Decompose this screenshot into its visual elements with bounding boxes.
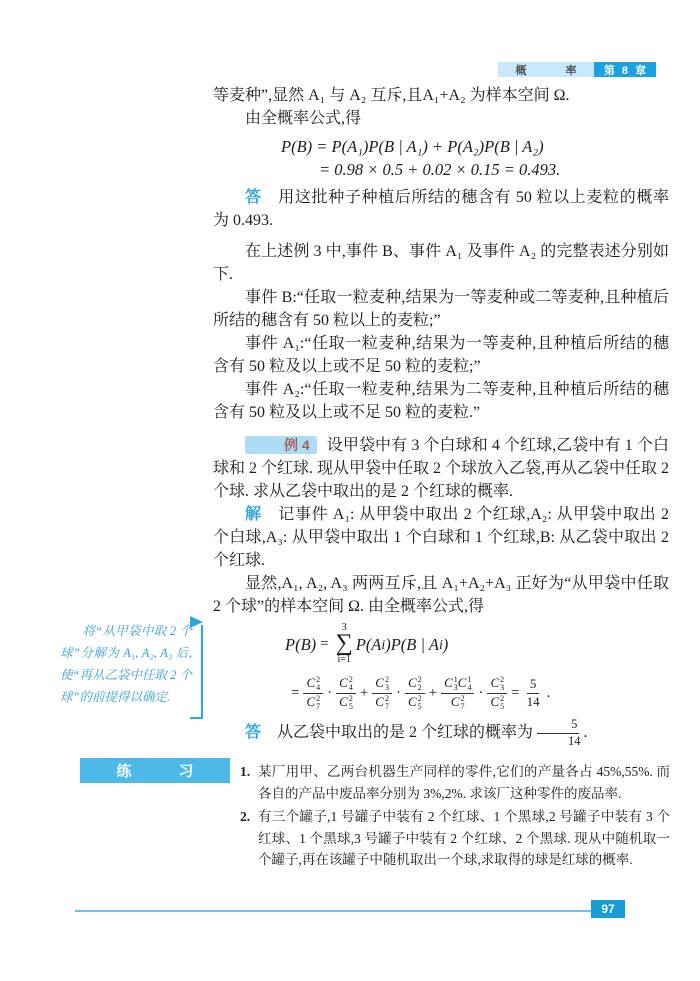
combination-symbol xyxy=(375,695,389,711)
combination-symbol xyxy=(408,695,422,711)
combination-symbol xyxy=(490,676,504,692)
combination-group xyxy=(451,695,465,711)
superscript: 2 xyxy=(316,693,321,703)
combination-group xyxy=(339,676,353,692)
subscript: 7 xyxy=(384,701,389,711)
combination-group xyxy=(490,676,504,692)
subscript: 4 xyxy=(348,682,353,692)
formula-expansion xyxy=(287,674,669,712)
equals-sign: = xyxy=(320,635,329,652)
fraction-denominator xyxy=(336,694,356,711)
subscript: 4 xyxy=(316,682,321,692)
solution-text: 记事件 A₁: 从甲袋中取出 2 个红球,A₂: 从甲袋中取出 2 个白球,A₃: 从甲袋中取出 1 个白球和 1 个红球,B: 从乙袋中取出 2 个红球. xyxy=(213,506,669,569)
superscript: 2 xyxy=(316,674,321,684)
operator: · xyxy=(327,684,333,701)
fraction-numerator xyxy=(441,676,474,694)
combination-letter: C xyxy=(339,675,348,691)
formula-line-1: P(B) = P(A₁)P(B | A₁) + P(A₂)P(B | A₂) xyxy=(281,137,544,156)
fraction-numerator xyxy=(336,676,356,694)
period: . xyxy=(546,684,551,701)
fraction-numerator xyxy=(372,676,392,694)
combination-symbol xyxy=(408,676,422,692)
answer-label: 答 xyxy=(245,723,262,741)
combination-letter: C xyxy=(450,694,460,710)
combination-group xyxy=(306,695,320,711)
exercise-item-2 xyxy=(240,806,670,871)
fraction xyxy=(303,676,323,711)
combination-letter: C xyxy=(339,694,348,710)
operator: = xyxy=(511,684,520,701)
combination-indices xyxy=(461,695,465,711)
paragraph-example3-events: 在上述例 3 中,事件 B、事件 A₁ 及事件 A₂ 的完整表述分别如下. xyxy=(213,243,669,283)
combination-letter: C xyxy=(375,694,384,710)
fraction-denominator xyxy=(405,694,425,711)
example-4 xyxy=(213,434,669,503)
fraction xyxy=(372,676,392,711)
superscript: 1 xyxy=(467,674,472,684)
combination-group xyxy=(375,676,389,692)
combination-letter: C xyxy=(407,675,417,691)
margin-note-text: 将“从甲袋中取 2 个球”分解为 A₁, A₂, A₃ 后,使“再从乙袋中任取 2 个球”的前提得以确定. xyxy=(60,624,192,704)
fraction-denominator xyxy=(487,694,507,711)
combination-group xyxy=(490,695,504,711)
combination-letter: C xyxy=(490,675,500,691)
margin-note-flag-icon xyxy=(190,616,206,720)
main-text-column xyxy=(213,84,669,749)
math-number: 14 xyxy=(526,693,540,709)
superscript: 2 xyxy=(460,693,465,703)
chapter-header-badge xyxy=(498,62,656,77)
operator: + xyxy=(428,684,438,701)
sigma-lower-limit: i=1 xyxy=(337,653,351,665)
combination-symbol xyxy=(375,676,389,692)
fraction xyxy=(405,676,425,711)
superscript: 2 xyxy=(348,693,353,703)
combination-group xyxy=(527,695,540,710)
paragraph-mutually-exclusive: 显然,A₁, A₂, A₃ 两两互斥,且 A₁+A₂+A₃ 正好为“从甲袋中任取 2 个球”的样本空间 Ω. 由全概率公式,得 xyxy=(213,575,669,615)
combination-symbol xyxy=(458,676,472,692)
sigma-icon: ∑ xyxy=(335,630,353,657)
answer-2 xyxy=(213,718,669,749)
combination-symbol xyxy=(306,695,320,711)
answer-1-text: 用这批种子种植后所结的穗含有 50 粒以上麦粒的概率为 0.493. xyxy=(213,189,669,229)
answer-1 xyxy=(213,186,669,232)
fraction-numerator xyxy=(405,676,425,694)
sigma-with-limits xyxy=(336,623,353,665)
subscript: 3 xyxy=(384,682,389,692)
fraction-denominator xyxy=(448,694,468,711)
fraction-numerator xyxy=(527,677,540,694)
answer-label: 答 xyxy=(245,189,262,206)
subscript: 2 xyxy=(417,682,422,692)
combination-symbol xyxy=(444,676,458,692)
formula-total-probability xyxy=(281,135,669,181)
subscript: 5 xyxy=(348,701,353,711)
combination-symbol xyxy=(451,695,465,711)
fraction xyxy=(487,676,507,711)
superscript: 2 xyxy=(384,674,389,684)
fraction xyxy=(524,677,543,710)
combination-letter: C xyxy=(306,675,316,691)
fraction xyxy=(336,676,356,711)
operator: = xyxy=(291,684,300,701)
combination-letter: C xyxy=(444,675,453,691)
combination-symbol xyxy=(339,676,353,692)
combination-indices xyxy=(385,676,389,692)
margin-note xyxy=(60,620,192,708)
chapter-label: 第 8 章 xyxy=(594,62,656,77)
paragraph-by-formula: 由全概率公式,得 xyxy=(245,110,362,127)
combination-symbol xyxy=(339,695,353,711)
combination-letter: C xyxy=(457,675,467,691)
superscript: 2 xyxy=(384,693,389,703)
subscript: 5 xyxy=(417,701,422,711)
paragraph-continued: 等麦种”,显然 A₁ 与 A₂ 互斥,且A₁+A₂ 为样本空间 Ω. xyxy=(213,87,570,104)
combination-group xyxy=(408,676,422,692)
subscript: 3 xyxy=(453,682,458,692)
exercise-text: 有三个罐子,1 号罐子中装有 2 个红球、1 个黑球,2 号罐子中装有 3 个红球、1 个黑球,3 号罐子中装有 2 个红球、2 个黑球. 现从中随机取一个罐子,再在该罐子中随机取出一个球,求取得的球是红球的概率. xyxy=(258,809,670,867)
combination-letter: C xyxy=(306,694,316,710)
paragraph-event-B: 事件 B:“任取一粒麦种,结果为一等麦种或二等麦种,且种植后所结的穗含有 50 粒以上的麦粒;” xyxy=(213,289,669,329)
answer-2-text: 从乙袋中取出的是 2 个红球的概率为 xyxy=(277,723,534,741)
flag-foot xyxy=(190,717,203,719)
example-4-text: 设甲袋中有 3 个白球和 4 个红球,乙袋中有 1 个白球和 2 个红球. 现从甲袋中任取 2 个球放入乙袋,再从乙袋中任取 2 个球. 求从乙袋中取出的是 2 个红球的概率. xyxy=(213,437,670,500)
combination-indices xyxy=(500,676,504,692)
solution xyxy=(213,503,669,572)
sum-lhs: P(B) xyxy=(285,634,317,654)
combination-indices xyxy=(500,695,504,711)
exercise-text: 某厂用甲、乙两台机器生产同样的零件,它们的产量各占 45%,55%. 而各自的产品中废品率分别为 3%,2%. 求该厂这种零件的废品率. xyxy=(258,764,670,801)
footer-rule xyxy=(75,910,593,912)
fraction-numerator: 5 xyxy=(537,718,579,734)
fraction-denominator xyxy=(524,694,543,710)
subscript: 3 xyxy=(500,682,505,692)
fraction-denominator: 14 xyxy=(568,733,581,748)
subscript: 7 xyxy=(316,701,321,711)
combination-indices xyxy=(418,676,422,692)
sum-body-subscript: i xyxy=(381,636,386,652)
fraction xyxy=(441,676,474,711)
fraction-numerator xyxy=(303,676,323,694)
combination-letter: C xyxy=(407,694,417,710)
exercises-header: 练 习 xyxy=(80,758,230,783)
combination-indices xyxy=(349,676,353,692)
combination-indices xyxy=(418,695,422,711)
superscript: 1 xyxy=(453,674,458,684)
example-4-badge: 例 4 xyxy=(245,436,317,454)
combination-group xyxy=(339,695,353,711)
superscript: 2 xyxy=(500,693,505,703)
paragraph-event-A2: 事件 A₂:“任取一粒麦种,结果为二等麦种,且种植后所结的穗含有 50 粒及以上或不足 50 粒的麦粒.” xyxy=(213,381,669,421)
flag-line xyxy=(201,625,203,718)
sum-body-text: P(A xyxy=(355,634,382,654)
combination-indices xyxy=(467,676,471,692)
sigma-upper-limit: 3 xyxy=(341,622,347,634)
combination-indices xyxy=(349,695,353,711)
math-number: 5 xyxy=(529,675,537,691)
exercises-list xyxy=(240,761,670,871)
superscript: 2 xyxy=(500,674,505,684)
combination-letter: C xyxy=(375,675,384,691)
sum-body-subscript: i xyxy=(438,636,443,652)
combination-group xyxy=(408,695,422,711)
exercise-item-1 xyxy=(240,761,670,804)
superscript: 2 xyxy=(417,693,422,703)
fraction-denominator xyxy=(303,694,323,711)
answer-fraction xyxy=(534,718,583,749)
sum-body-text: )P(B | A xyxy=(385,634,439,654)
fraction-numerator xyxy=(487,676,507,694)
formula-line-2: = 0.98 × 0.5 + 0.02 × 0.15 = 0.493. xyxy=(319,160,561,179)
superscript: 2 xyxy=(417,674,422,684)
combination-symbol xyxy=(306,676,320,692)
subscript: 7 xyxy=(460,701,465,711)
combination-symbol xyxy=(490,695,504,711)
subscript: 5 xyxy=(500,701,505,711)
combination-group xyxy=(444,676,471,692)
exercise-number: 2. xyxy=(240,809,251,824)
paragraph-event-A1: 事件 A₁:“任取一粒麦种,结果为一等麦种,且种植后所结的穗含有 50 粒及以上或不足 50 粒的麦粒;” xyxy=(213,335,669,375)
answer-2-period: . xyxy=(583,723,588,741)
combination-indices xyxy=(385,695,389,711)
operator: · xyxy=(478,684,484,701)
operator: + xyxy=(359,684,369,701)
exercise-number: 1. xyxy=(240,764,251,779)
combination-group xyxy=(530,677,537,692)
superscript: 2 xyxy=(348,674,353,684)
formula-sum xyxy=(285,622,669,666)
combination-letter: C xyxy=(490,694,500,710)
subscript: 4 xyxy=(467,682,472,692)
combination-indices xyxy=(316,695,320,711)
sum-body-text: ) xyxy=(442,634,449,654)
solution-label: 解 xyxy=(245,506,262,523)
combination-group xyxy=(306,676,320,692)
combination-group xyxy=(375,695,389,711)
combination-indices xyxy=(316,676,320,692)
subject-label: 概 率 xyxy=(498,62,594,77)
fraction-denominator xyxy=(372,694,392,711)
operator: · xyxy=(395,684,401,701)
page-number: 97 xyxy=(591,900,625,918)
